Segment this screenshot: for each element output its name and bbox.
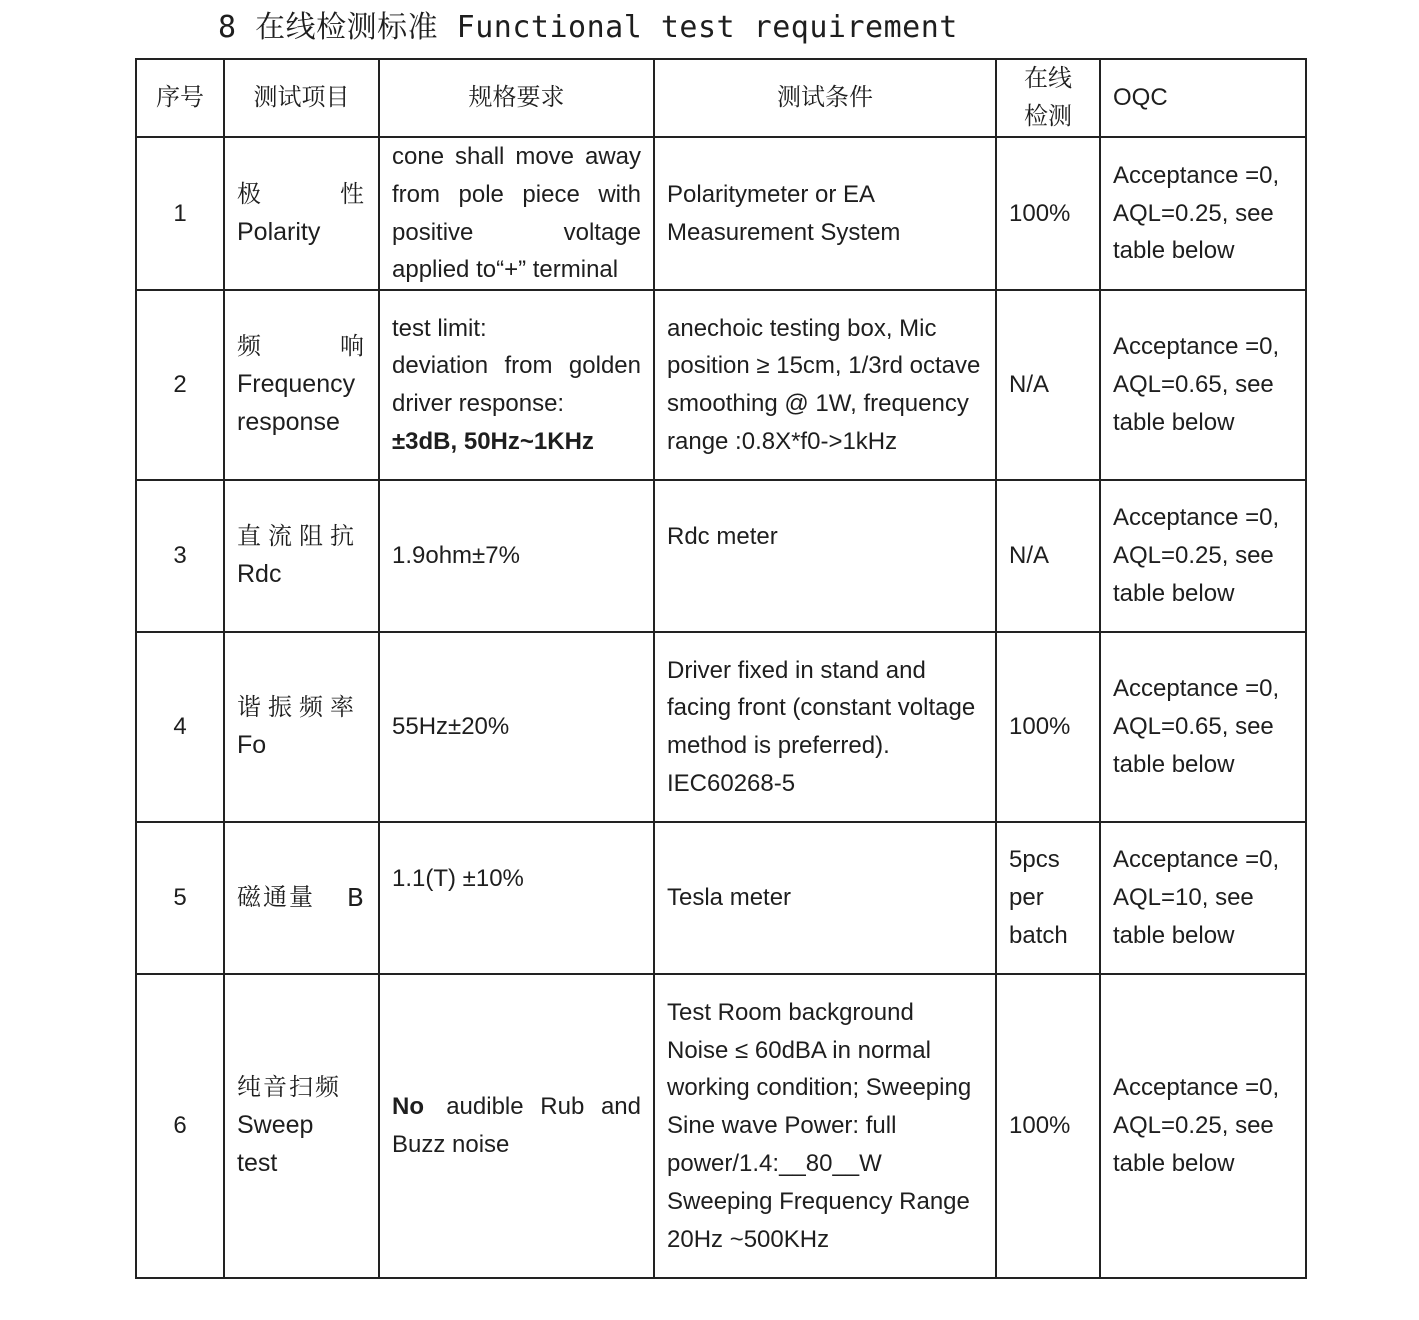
test-item-cell: [224, 137, 379, 290]
test-item-en: test: [237, 1149, 278, 1178]
oqc-line: Acceptance =0,: [1113, 1074, 1280, 1102]
condition-line: 20Hz ~500KHz: [667, 1225, 830, 1253]
online-line: batch: [1009, 922, 1068, 950]
spec-line: applied to“+” terminal: [392, 256, 619, 284]
oqc-line: table below: [1113, 922, 1235, 950]
oqc-line: AQL=0.65, see: [1113, 713, 1274, 741]
test-item-cell: [224, 822, 379, 974]
spec-line: driver response:: [392, 390, 565, 418]
oqc-cell: [1100, 137, 1306, 290]
header-online-line1: 在线: [1024, 64, 1072, 93]
condition-line: Measurement System: [667, 218, 901, 246]
online-line: 5pcs: [1009, 846, 1060, 874]
test-item-zh-a: 频: [237, 332, 263, 361]
online-check-cell: N/A: [996, 480, 1100, 632]
condition-cell: [654, 632, 996, 822]
test-item-cell: [224, 480, 379, 632]
test-item-en: Rdc: [237, 560, 282, 589]
oqc-line: Acceptance =0,: [1113, 161, 1280, 189]
oqc-line: table below: [1113, 409, 1235, 437]
condition-cell: [654, 480, 996, 632]
condition-cell: [654, 137, 996, 290]
spec-cell: [379, 974, 654, 1278]
spec-line: deviation from golden: [392, 352, 641, 380]
spec-cell: 1.9ohm±7%: [379, 480, 654, 632]
oqc-line: Acceptance =0,: [1113, 333, 1280, 361]
spec-cell: [379, 290, 654, 480]
table-header-row: [136, 59, 1306, 137]
oqc-cell: [1100, 632, 1306, 822]
oqc-cell: [1100, 480, 1306, 632]
oqc-line: Acceptance =0,: [1113, 504, 1280, 532]
test-item-zh: [237, 176, 366, 214]
spec-cell: 55Hz±20%: [379, 632, 654, 822]
condition-line: method is preferred).: [667, 732, 890, 760]
test-item-en: Polarity: [237, 217, 321, 246]
oqc-line: table below: [1113, 751, 1235, 779]
table-row: [136, 480, 1306, 632]
test-item-zh-a: 磁通量: [237, 883, 315, 912]
test-item-zh-b: 响: [340, 332, 366, 361]
condition-line: Polaritymeter or EA: [667, 180, 876, 208]
spec-line: positive voltage: [392, 218, 641, 246]
spec-line: 1.1(T) ±10%: [392, 865, 524, 893]
test-item-cell: [224, 290, 379, 480]
oqc-cell: [1100, 290, 1306, 480]
header-online-check: [996, 59, 1100, 137]
oqc-line: Acceptance =0,: [1113, 675, 1280, 703]
test-item-en: response: [237, 408, 340, 437]
row-number: 1: [136, 137, 224, 290]
online-check-cell: [996, 822, 1100, 974]
test-item-en: Fo: [237, 731, 267, 760]
condition-cell: [654, 290, 996, 480]
spec-line: cone shall move away: [392, 143, 641, 170]
test-item-en: Sweep: [237, 1111, 314, 1140]
table-row: [136, 632, 1306, 822]
row-number: 5: [136, 822, 224, 974]
spec-line: [392, 1088, 641, 1126]
condition-cell: [654, 974, 996, 1278]
condition-line: position ≥ 15cm, 1/3rd octave: [667, 352, 981, 380]
header-oqc: OQC: [1100, 59, 1306, 137]
spec-cell: [379, 822, 654, 974]
condition-line: Noise ≤ 60dBA in normal: [667, 1036, 931, 1064]
condition-line: Sweeping Frequency Range: [667, 1187, 970, 1215]
header-condition: 测试条件: [654, 59, 996, 137]
table-row: [136, 822, 1306, 974]
oqc-line: Acceptance =0,: [1113, 846, 1280, 874]
condition-cell: Tesla meter: [654, 822, 996, 974]
spec-line: Buzz noise: [392, 1131, 510, 1159]
row-number: 6: [136, 974, 224, 1278]
row-number: 4: [136, 632, 224, 822]
test-item-cell: [224, 632, 379, 822]
spec-line: from pole piece with: [392, 180, 641, 208]
header-no: 序号: [136, 59, 224, 137]
condition-line: IEC60268-5: [667, 769, 796, 797]
test-item-zh-b: 性: [340, 179, 366, 208]
oqc-line: table below: [1113, 237, 1235, 265]
online-check-cell: 100%: [996, 137, 1100, 290]
test-item-zh: 直流阻抗: [237, 522, 361, 551]
condition-line: power/1.4:__80__W: [667, 1150, 882, 1178]
condition-line: smoothing @ 1W, frequency: [667, 390, 969, 418]
oqc-cell: [1100, 822, 1306, 974]
oqc-line: table below: [1113, 1150, 1235, 1178]
header-spec: 规格要求: [379, 59, 654, 137]
spec-bold-word: No: [392, 1093, 424, 1121]
test-item-zh: 谐振频率: [237, 693, 361, 722]
functional-test-table: [135, 58, 1307, 1279]
condition-line: Sine wave Power: full: [667, 1112, 897, 1140]
table-row: [136, 974, 1306, 1278]
spec-line-rest: audible Rub and: [446, 1093, 641, 1121]
spec-line: ±3dB, 50Hz~1KHz: [392, 427, 594, 455]
test-item-en: Frequency: [237, 370, 356, 399]
test-item-zh: 纯音扫频: [237, 1073, 341, 1102]
page-title: 8 在线检测标准 Functional test requirement: [218, 10, 958, 45]
condition-line: anechoic testing box, Mic: [667, 314, 937, 342]
row-number: 2: [136, 290, 224, 480]
test-item-zh-a: 极: [237, 179, 263, 208]
spec-line: test limit:: [392, 314, 487, 342]
spec-cell: [379, 137, 654, 290]
header-test-item: 测试项目: [224, 59, 379, 137]
test-item-zh: [237, 328, 366, 366]
oqc-cell: [1100, 974, 1306, 1278]
condition-line: facing front (constant voltage: [667, 694, 976, 722]
online-check-cell: N/A: [996, 290, 1100, 480]
condition-line: Rdc meter: [667, 523, 778, 551]
condition-line: Test Room background: [667, 998, 914, 1026]
test-item-en: B: [346, 883, 366, 913]
test-item-cell: [224, 974, 379, 1278]
online-line: per: [1009, 884, 1044, 912]
oqc-line: AQL=0.25, see: [1113, 542, 1274, 570]
row-number: 3: [136, 480, 224, 632]
table-row: [136, 137, 1306, 290]
condition-line: range :0.8X*f0->1kHz: [667, 427, 898, 455]
online-check-cell: 100%: [996, 974, 1100, 1278]
test-item-zh: [237, 879, 366, 917]
oqc-line: AQL=0.65, see: [1113, 371, 1274, 399]
header-online-line2: 检测: [1024, 102, 1072, 130]
oqc-line: AQL=0.25, see: [1113, 1112, 1274, 1140]
condition-line: Driver fixed in stand and: [667, 656, 926, 684]
oqc-line: AQL=10, see: [1113, 884, 1254, 912]
oqc-line: table below: [1113, 580, 1235, 608]
online-check-cell: 100%: [996, 632, 1100, 822]
table-row: [136, 290, 1306, 480]
oqc-line: AQL=0.25, see: [1113, 199, 1274, 227]
condition-line: working condition; Sweeping: [667, 1074, 972, 1102]
